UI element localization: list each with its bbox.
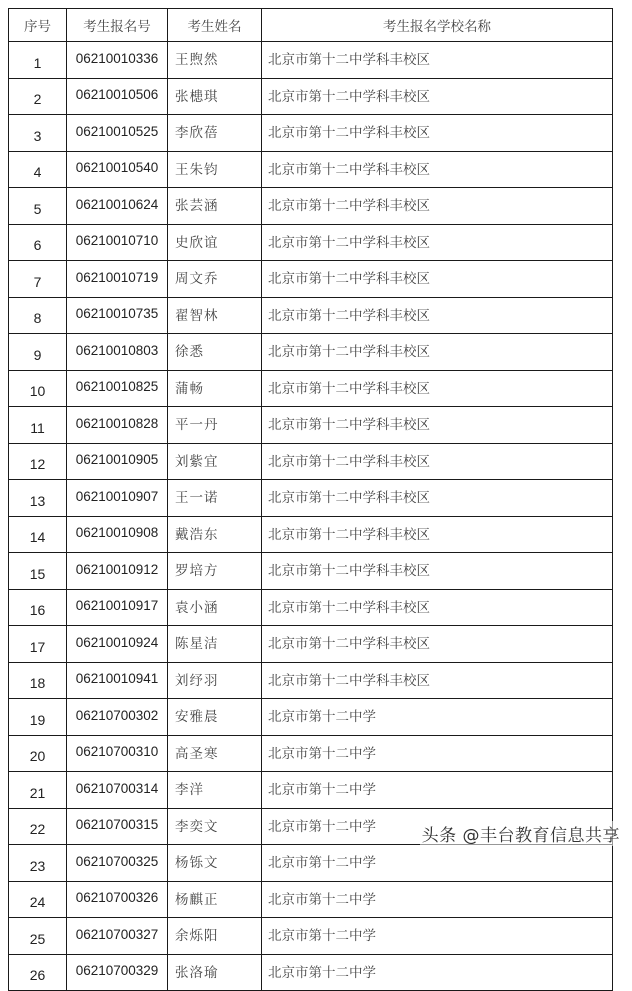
cell-student-id: 06210010905 [67, 443, 168, 480]
table-row [9, 78, 613, 115]
cell-student-id: 06210700326 [67, 881, 168, 918]
table-row [9, 334, 613, 371]
cell-seq: 3 [9, 115, 67, 152]
cell-seq: 4 [9, 151, 67, 188]
cell-student-id: 06210010912 [67, 553, 168, 590]
table-row [9, 407, 613, 444]
cell-student-id: 06210010525 [67, 115, 168, 152]
cell-student-id: 06210010908 [67, 516, 168, 553]
header-student-id: 考生报名号 [67, 9, 168, 42]
table-row [9, 261, 613, 298]
table-row [9, 954, 613, 991]
cell-school-name: 北京市第十二中学 [262, 954, 613, 991]
cell-student-name: 徐悉 [168, 334, 262, 371]
cell-school-name: 北京市第十二中学科丰校区 [262, 42, 613, 79]
cell-seq: 23 [9, 845, 67, 882]
cell-student-id: 06210010924 [67, 626, 168, 663]
cell-seq: 22 [9, 808, 67, 845]
cell-student-id: 06210700314 [67, 772, 168, 809]
cell-school-name: 北京市第十二中学科丰校区 [262, 78, 613, 115]
cell-school-name: 北京市第十二中学 [262, 918, 613, 955]
table-row [9, 42, 613, 79]
cell-seq: 15 [9, 553, 67, 590]
table-row [9, 516, 613, 553]
cell-seq: 8 [9, 297, 67, 334]
cell-seq: 17 [9, 626, 67, 663]
header-school-name: 考生报名学校名称 [262, 9, 613, 42]
table-row [9, 188, 613, 225]
cell-student-name: 李洋 [168, 772, 262, 809]
cell-student-name: 李欣蓓 [168, 115, 262, 152]
cell-school-name: 北京市第十二中学科丰校区 [262, 115, 613, 152]
cell-seq: 2 [9, 78, 67, 115]
cell-seq: 11 [9, 407, 67, 444]
cell-school-name: 北京市第十二中学科丰校区 [262, 297, 613, 334]
cell-student-id: 06210700325 [67, 845, 168, 882]
cell-student-id: 06210010624 [67, 188, 168, 225]
cell-student-id: 06210700315 [67, 808, 168, 845]
cell-school-name: 北京市第十二中学科丰校区 [262, 626, 613, 663]
cell-student-id: 06210010803 [67, 334, 168, 371]
cell-school-name: 北京市第十二中学科丰校区 [262, 151, 613, 188]
table-row [9, 918, 613, 955]
cell-seq: 10 [9, 370, 67, 407]
cell-seq: 7 [9, 261, 67, 298]
cell-seq: 9 [9, 334, 67, 371]
cell-student-name: 刘紫宜 [168, 443, 262, 480]
cell-student-id: 06210700329 [67, 954, 168, 991]
table-row [9, 480, 613, 517]
cell-student-name: 陈星洁 [168, 626, 262, 663]
table-row [9, 151, 613, 188]
cell-student-name: 戴浩东 [168, 516, 262, 553]
cell-student-name: 余烁阳 [168, 918, 262, 955]
cell-seq: 6 [9, 224, 67, 261]
cell-student-name: 杨铄文 [168, 845, 262, 882]
source-watermark: 头条 @丰台教育信息共享 [420, 821, 622, 846]
cell-school-name: 北京市第十二中学 [262, 845, 613, 882]
header-seq: 序号 [9, 9, 67, 42]
header-student-name: 考生姓名 [168, 9, 262, 42]
cell-school-name: 北京市第十二中学科丰校区 [262, 516, 613, 553]
table-row [9, 297, 613, 334]
cell-student-name: 安雅晨 [168, 699, 262, 736]
table-row [9, 553, 613, 590]
cell-student-name: 王朱钧 [168, 151, 262, 188]
cell-student-name: 王一诺 [168, 480, 262, 517]
table-row [9, 626, 613, 663]
table-row [9, 115, 613, 152]
cell-student-name: 翟智林 [168, 297, 262, 334]
table-row [9, 224, 613, 261]
table-row [9, 881, 613, 918]
cell-student-name: 刘纾羽 [168, 662, 262, 699]
cell-student-id: 06210010336 [67, 42, 168, 79]
cell-student-id: 06210010917 [67, 589, 168, 626]
cell-school-name: 北京市第十二中学科丰校区 [262, 407, 613, 444]
cell-school-name: 北京市第十二中学科丰校区 [262, 480, 613, 517]
cell-student-id: 06210010907 [67, 480, 168, 517]
cell-student-name: 蒲畅 [168, 370, 262, 407]
cell-seq: 20 [9, 735, 67, 772]
table-row [9, 589, 613, 626]
cell-student-name: 袁小涵 [168, 589, 262, 626]
cell-student-id: 06210700310 [67, 735, 168, 772]
cell-school-name: 北京市第十二中学 [262, 699, 613, 736]
roster-body [9, 42, 613, 991]
cell-student-name: 张槵琪 [168, 78, 262, 115]
cell-student-name: 高圣寒 [168, 735, 262, 772]
cell-seq: 21 [9, 772, 67, 809]
cell-seq: 13 [9, 480, 67, 517]
cell-student-id: 06210700302 [67, 699, 168, 736]
cell-student-name: 平一丹 [168, 407, 262, 444]
cell-seq: 1 [9, 42, 67, 79]
cell-school-name: 北京市第十二中学科丰校区 [262, 188, 613, 225]
cell-school-name: 北京市第十二中学科丰校区 [262, 261, 613, 298]
cell-school-name: 北京市第十二中学 [262, 735, 613, 772]
cell-school-name: 北京市第十二中学科丰校区 [262, 662, 613, 699]
cell-school-name: 北京市第十二中学科丰校区 [262, 443, 613, 480]
cell-seq: 25 [9, 918, 67, 955]
table-row [9, 735, 613, 772]
cell-seq: 19 [9, 699, 67, 736]
cell-seq: 5 [9, 188, 67, 225]
cell-seq: 14 [9, 516, 67, 553]
cell-seq: 24 [9, 881, 67, 918]
table-header-row [9, 9, 613, 42]
cell-seq: 12 [9, 443, 67, 480]
cell-student-id: 06210010828 [67, 407, 168, 444]
cell-seq: 26 [9, 954, 67, 991]
cell-student-id: 06210010540 [67, 151, 168, 188]
cell-student-name: 王煦然 [168, 42, 262, 79]
cell-student-name: 张芸涵 [168, 188, 262, 225]
table-row [9, 699, 613, 736]
cell-school-name: 北京市第十二中学科丰校区 [262, 334, 613, 371]
cell-school-name: 北京市第十二中学科丰校区 [262, 370, 613, 407]
cell-seq: 16 [9, 589, 67, 626]
table-row [9, 443, 613, 480]
cell-school-name: 北京市第十二中学科丰校区 [262, 589, 613, 626]
cell-student-id: 06210700327 [67, 918, 168, 955]
cell-student-id: 06210010735 [67, 297, 168, 334]
cell-school-name: 北京市第十二中学科丰校区 [262, 224, 613, 261]
cell-student-id: 06210010825 [67, 370, 168, 407]
cell-student-name: 张洛瑜 [168, 954, 262, 991]
table-row [9, 772, 613, 809]
cell-student-name: 李奕文 [168, 808, 262, 845]
cell-school-name: 北京市第十二中学 [262, 881, 613, 918]
cell-student-name: 周文乔 [168, 261, 262, 298]
cell-student-id: 06210010506 [67, 78, 168, 115]
table-row [9, 370, 613, 407]
cell-school-name: 北京市第十二中学 [262, 808, 613, 845]
cell-school-name: 北京市第十二中学 [262, 772, 613, 809]
cell-student-name: 罗培方 [168, 553, 262, 590]
cell-student-id: 06210010941 [67, 662, 168, 699]
cell-seq: 18 [9, 662, 67, 699]
cell-student-id: 06210010710 [67, 224, 168, 261]
table-row [9, 662, 613, 699]
cell-student-id: 06210010719 [67, 261, 168, 298]
cell-student-name: 杨麒正 [168, 881, 262, 918]
cell-student-name: 史欣谊 [168, 224, 262, 261]
table-row [9, 845, 613, 882]
cell-school-name: 北京市第十二中学科丰校区 [262, 553, 613, 590]
